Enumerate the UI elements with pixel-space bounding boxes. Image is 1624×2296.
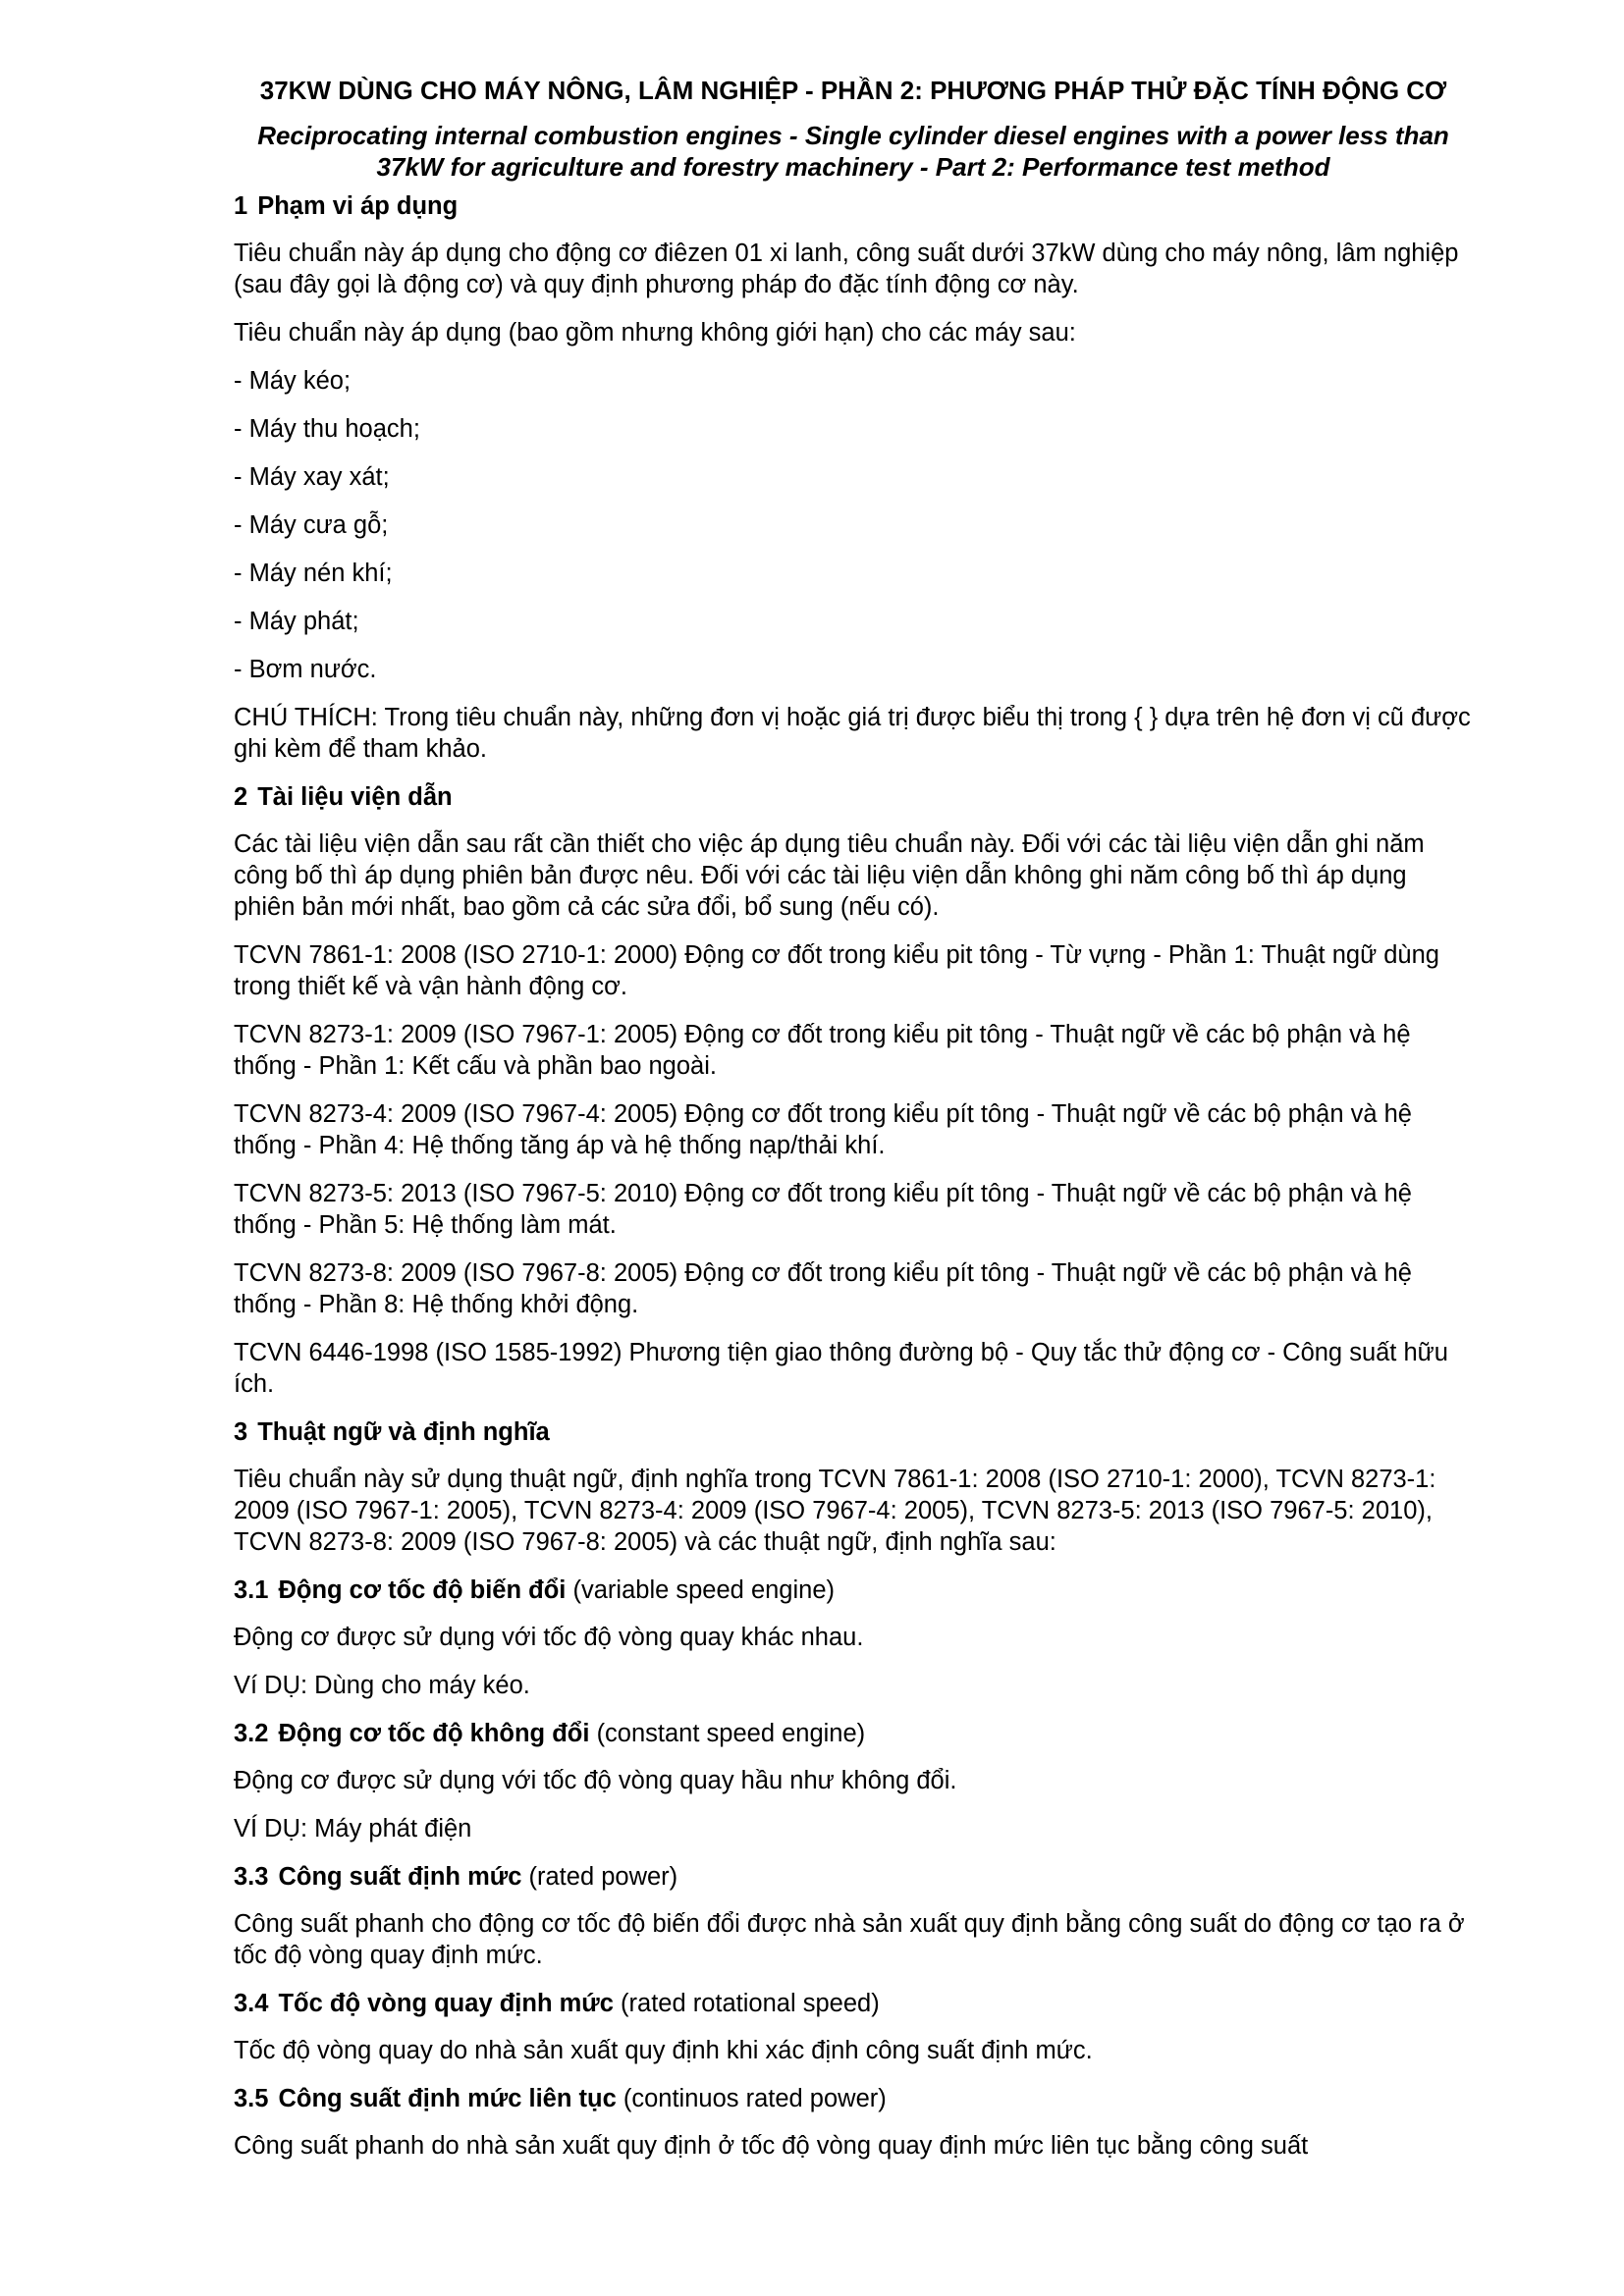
term-number: 3.1 <box>234 1576 269 1604</box>
term-english: (constant speed engine) <box>596 1720 866 1747</box>
list-item: - Máy cưa gỗ; <box>234 511 389 539</box>
section-heading-terms <box>234 1416 1473 1448</box>
list-item: - Máy nén khí; <box>234 560 393 587</box>
section-heading-references <box>234 781 1473 813</box>
term-number: 3.3 <box>234 1863 269 1891</box>
term-number: 3.2 <box>234 1720 269 1747</box>
reference-item: TCVN 8273-5: 2013 (ISO 7967-5: 2010) Động cơ đốt trong kiểu pít tông - Thuật ngữ về các bộ phận và hệ thống - Phần 5: Hệ thống làm mát. <box>234 1180 1412 1239</box>
section-number: 2 <box>234 783 248 811</box>
document-content <box>234 75 1473 2178</box>
section-title: Tài liệu viện dẫn <box>257 783 453 811</box>
reference-item: TCVN 8273-1: 2009 (ISO 7967-1: 2005) Động cơ đốt trong kiểu pit tông - Thuật ngữ về các bộ phận và hệ thống - Phần 1: Kết cấu và phần bao ngoài. <box>234 1021 1411 1080</box>
paragraph: Tiêu chuẩn này sử dụng thuật ngữ, định nghĩa trong TCVN 7861-1: 2008 (ISO 2710-1: 2000), TCVN 8273-1: 2009 (ISO 7967-1: 2005), TCVN 8273-4: 2009 (ISO 7967-4: 2005), TCVN 8273-5: 2013 (ISO 7967-5: 2010), TCVN 8273-8: 2009 (ISO 7967-8: 2005) và các thuật ngữ, định nghĩa sau: <box>234 1466 1436 1556</box>
term-heading <box>234 2083 1473 2114</box>
paragraph: Tiêu chuẩn này áp dụng (bao gồm nhưng không giới hạn) cho các máy sau: <box>234 319 1076 347</box>
section-number: 3 <box>234 1418 248 1446</box>
term-name: Động cơ tốc độ biến đổi <box>278 1576 567 1604</box>
reference-item: TCVN 6446-1998 (ISO 1585-1992) Phương tiện giao thông đường bộ - Quy tắc thử động cơ - Công suất hữu ích. <box>234 1339 1448 1398</box>
term-name: Tốc độ vòng quay định mức <box>278 1990 614 2017</box>
section-title: Phạm vi áp dụng <box>257 192 459 220</box>
term-number: 3.4 <box>234 1990 269 2017</box>
term-definition: Động cơ được sử dụng với tốc độ vòng quay khác nhau. <box>234 1624 864 1651</box>
document-subtitle: Reciprocating internal combustion engines - Single cylinder diesel engines with a power less than 37kW for agriculture and forestry machinery - Part 2: Performance test method <box>257 121 1449 182</box>
note-paragraph: CHÚ THÍCH: Trong tiêu chuẩn này, những đơn vị hoặc giá trị được biểu thị trong { } dựa trên hệ đơn vị cũ được ghi kèm để tham khảo. <box>234 704 1471 763</box>
term-name: Công suất định mức <box>278 1863 522 1891</box>
term-definition: Công suất phanh cho động cơ tốc độ biến đổi được nhà sản xuất quy định bằng công suất do động cơ tạo ra ở tốc độ vòng quay định mức. <box>234 1910 1465 1969</box>
term-name: Công suất định mức liên tục <box>278 2085 617 2112</box>
term-number: 3.5 <box>234 2085 269 2112</box>
term-definition: Công suất phanh do nhà sản xuất quy định ở tốc độ vòng quay định mức liên tục bằng công suất <box>234 2132 1309 2160</box>
list-item: - Máy thu hoạch; <box>234 415 420 443</box>
term-english: (variable speed engine) <box>572 1576 836 1604</box>
term-heading <box>234 1861 1473 1893</box>
term-english: (continuos rated power) <box>623 2085 887 2112</box>
term-heading <box>234 1718 1473 1749</box>
reference-item: TCVN 8273-8: 2009 (ISO 7967-8: 2005) Động cơ đốt trong kiểu pít tông - Thuật ngữ về các bộ phận và hệ thống - Phần 8: Hệ thống khởi động. <box>234 1259 1412 1318</box>
section-number: 1 <box>234 192 248 220</box>
term-name: Động cơ tốc độ không đổi <box>278 1720 590 1747</box>
term-example: Ví DỤ: Dùng cho máy kéo. <box>234 1672 530 1699</box>
term-definition: Tốc độ vòng quay do nhà sản xuất quy định khi xác định công suất định mức. <box>234 2037 1093 2064</box>
term-english: (rated power) <box>528 1863 678 1891</box>
list-item: - Máy xay xát; <box>234 463 390 491</box>
reference-item: TCVN 7861-1: 2008 (ISO 2710-1: 2000) Động cơ đốt trong kiểu pit tông - Từ vựng - Phần 1: Thuật ngữ dùng trong thiết kế và vận hành động cơ. <box>234 941 1439 1000</box>
term-definition: Động cơ được sử dụng với tốc độ vòng quay hầu như không đổi. <box>234 1767 957 1794</box>
term-english: (rated rotational speed) <box>621 1990 880 2017</box>
section-heading-scope <box>234 190 1473 222</box>
list-item: - Máy phát; <box>234 608 359 635</box>
term-heading <box>234 1988 1473 2019</box>
term-example: VÍ DỤ: Máy phát điện <box>234 1815 472 1842</box>
reference-item: TCVN 8273-4: 2009 (ISO 7967-4: 2005) Động cơ đốt trong kiểu pít tông - Thuật ngữ về các bộ phận và hệ thống - Phần 4: Hệ thống tăng áp và hệ thống nạp/thải khí. <box>234 1100 1412 1159</box>
document-title: 37KW DÙNG CHO MÁY NÔNG, LÂM NGHIỆP - PHẦN 2: PHƯƠNG PHÁP THỬ ĐẶC TÍNH ĐỘNG CƠ <box>259 76 1447 105</box>
list-item: - Bơm nước. <box>234 656 377 683</box>
section-title: Thuật ngữ và định nghĩa <box>257 1418 550 1446</box>
paragraph: Tiêu chuẩn này áp dụng cho động cơ điêzen 01 xi lanh, công suất dưới 37kW dùng cho máy nông, lâm nghiệp (sau đây gọi là động cơ) và quy định phương pháp đo đặc tính động cơ này. <box>234 240 1459 298</box>
term-heading <box>234 1575 1473 1606</box>
list-item: - Máy kéo; <box>234 367 352 395</box>
paragraph: Các tài liệu viện dẫn sau rất cần thiết cho việc áp dụng tiêu chuẩn này. Đối với các tài liệu viện dẫn ghi năm công bố thì áp dụng phiên bản được nêu. Đối với các tài liệu viện dẫn không ghi năm công bố thì áp dụng phiên bản mới nhất, bao gồm cả các sửa đổi, bổ sung (nếu có). <box>234 830 1425 921</box>
